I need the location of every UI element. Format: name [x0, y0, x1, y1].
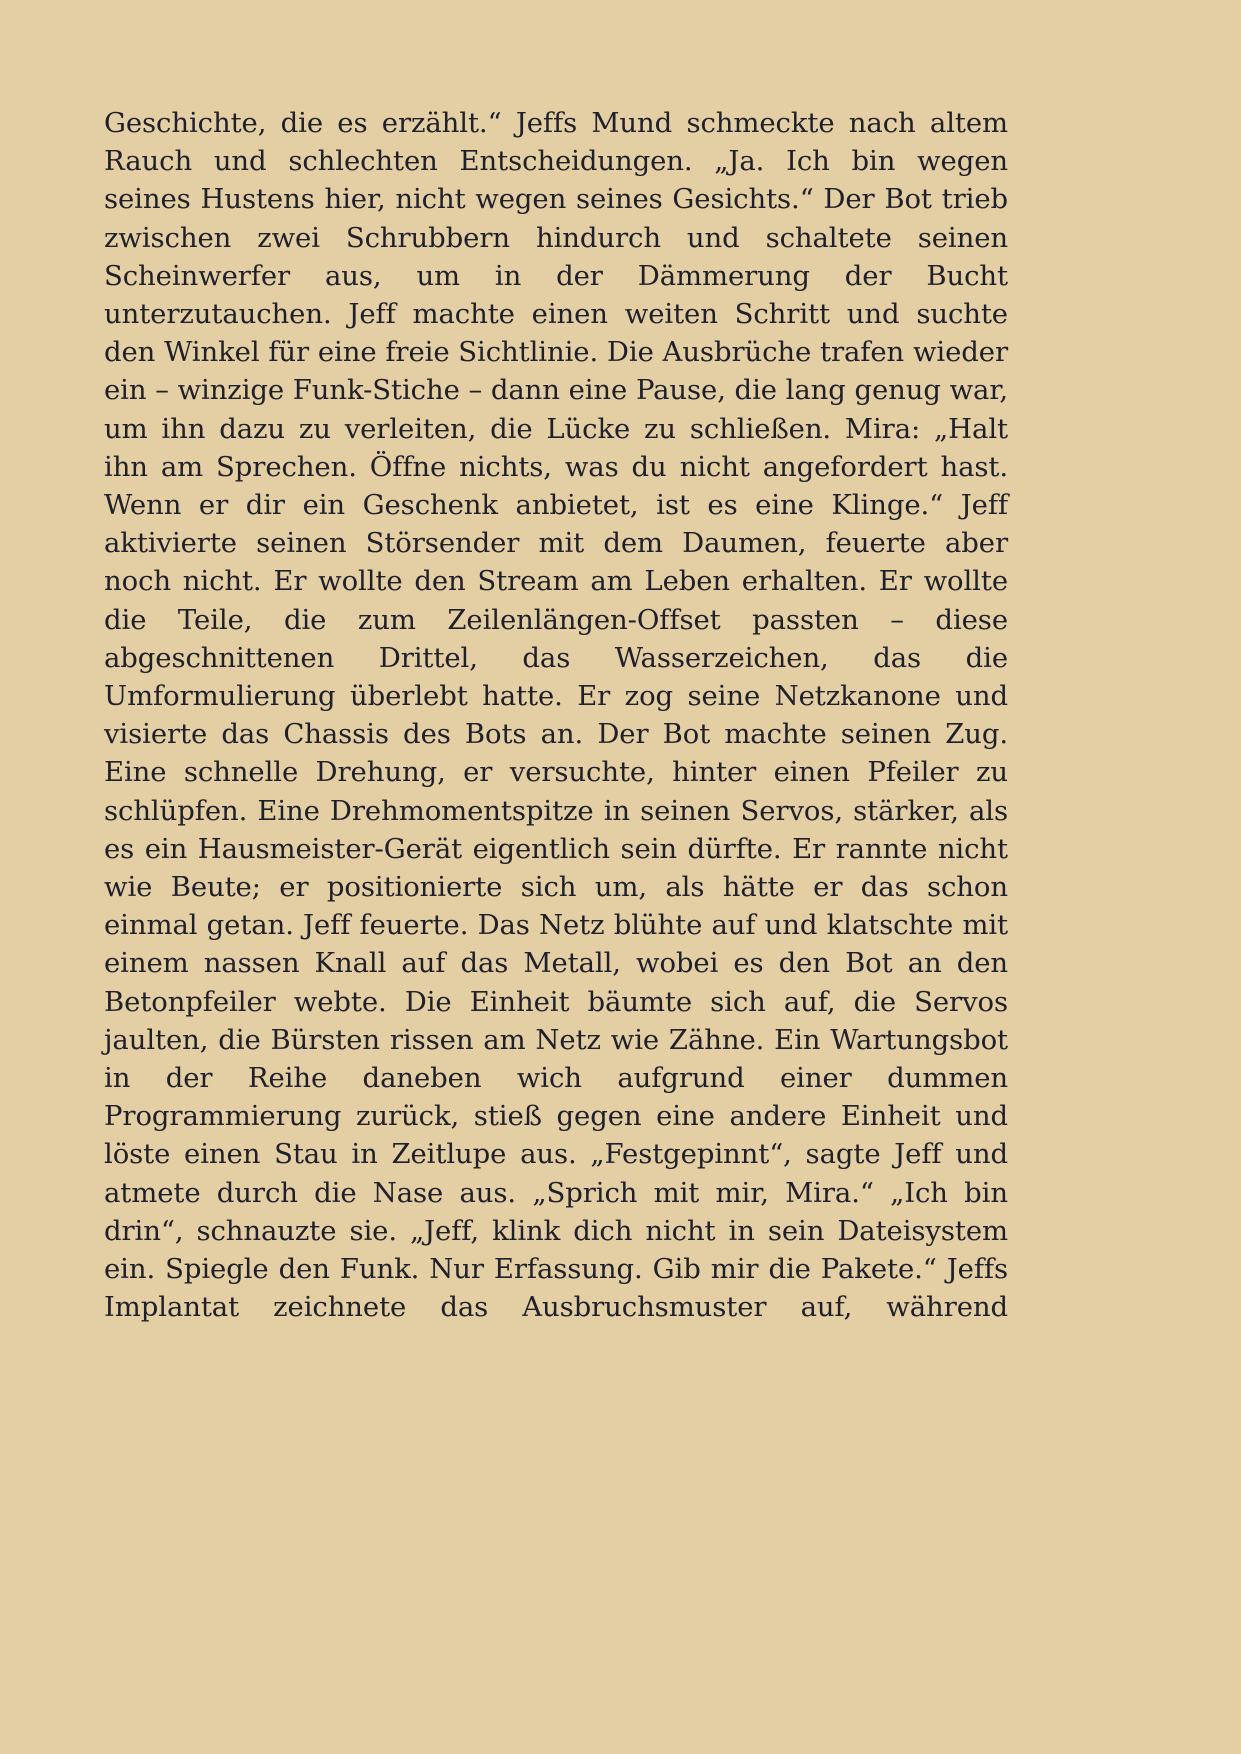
body-paragraph: Geschichte, die es erzählt.“ Jeffs Mund schmeckte nach altem Rauch und schlechten Entscheidungen. „Ja. Ich bin wegen seines Hustens hier, nicht wegen seines Gesichts.“ Der Bot trieb zwischen zwei Schrubbern hindurch und schaltete seinen Scheinwerfer aus, um in der Dämmerung der Bucht unterzutauchen. Jeff machte einen weiten Schritt und suchte den Winkel für eine freie Sichtlinie. Die Ausbrüche trafen wieder ein – winzige Funk-Stiche – dann eine Pause, die lang genug war, um ihn dazu zu verleiten, die Lücke zu schließen. Mira: „Halt ihn am Sprechen. Öffne nichts, was du nicht angefordert hast. Wenn er dir ein Geschenk anbietet, ist es eine Klinge.“ Jeff aktivierte seinen Störsender mit dem Daumen, feuerte aber noch nicht. Er wollte den Stream am Leben erhalten. Er wollte die Teile, die zum Zeilenlängen-Offset passten – diese abgeschnittenen Drittel, das Wasserzeichen, das die Umformulierung überlebt hatte. Er zog seine Netzkanone und visierte das Chassis des Bots an. Der Bot machte seinen Zug. Eine schnelle Drehung, er versuchte, hinter einen Pfeiler zu schlüpfen. Eine Drehmomentspitze in seinen Servos, stärker, als es ein Hausmeister-Gerät eigentlich sein dürfte. Er rannte nicht wie Beute; er positionierte sich um, als hätte er das schon einmal getan. Jeff feuerte. Das Netz blühte auf und klatschte mit einem nassen Knall auf das Metall, wobei es den Bot an den Betonpfeiler webte. Die Einheit bäumte sich auf, die Servos jaulten, die Bürsten rissen am Netz wie Zähne. Ein Wartungsbot in der Reihe daneben wich aufgrund einer dummen Programmierung zurück, stieß gegen eine andere Einheit und löste einen Stau in Zeitlupe aus. „Festgepinnt“, sagte Jeff und atmete durch die Nase aus. „Sprich mit mir, Mira.“ „Ich bin drin“, schnauzte sie. „Jeff, klink dich nicht in sein Dateisystem ein. Spiegle den Funk. Nur Erfassung. Gib mir die Pakete.“ Jeffs Implantat zeichnete das Ausbruchsmuster auf, während: [104, 107, 1008, 1324]
text-column: [104, 104, 1008, 1365]
